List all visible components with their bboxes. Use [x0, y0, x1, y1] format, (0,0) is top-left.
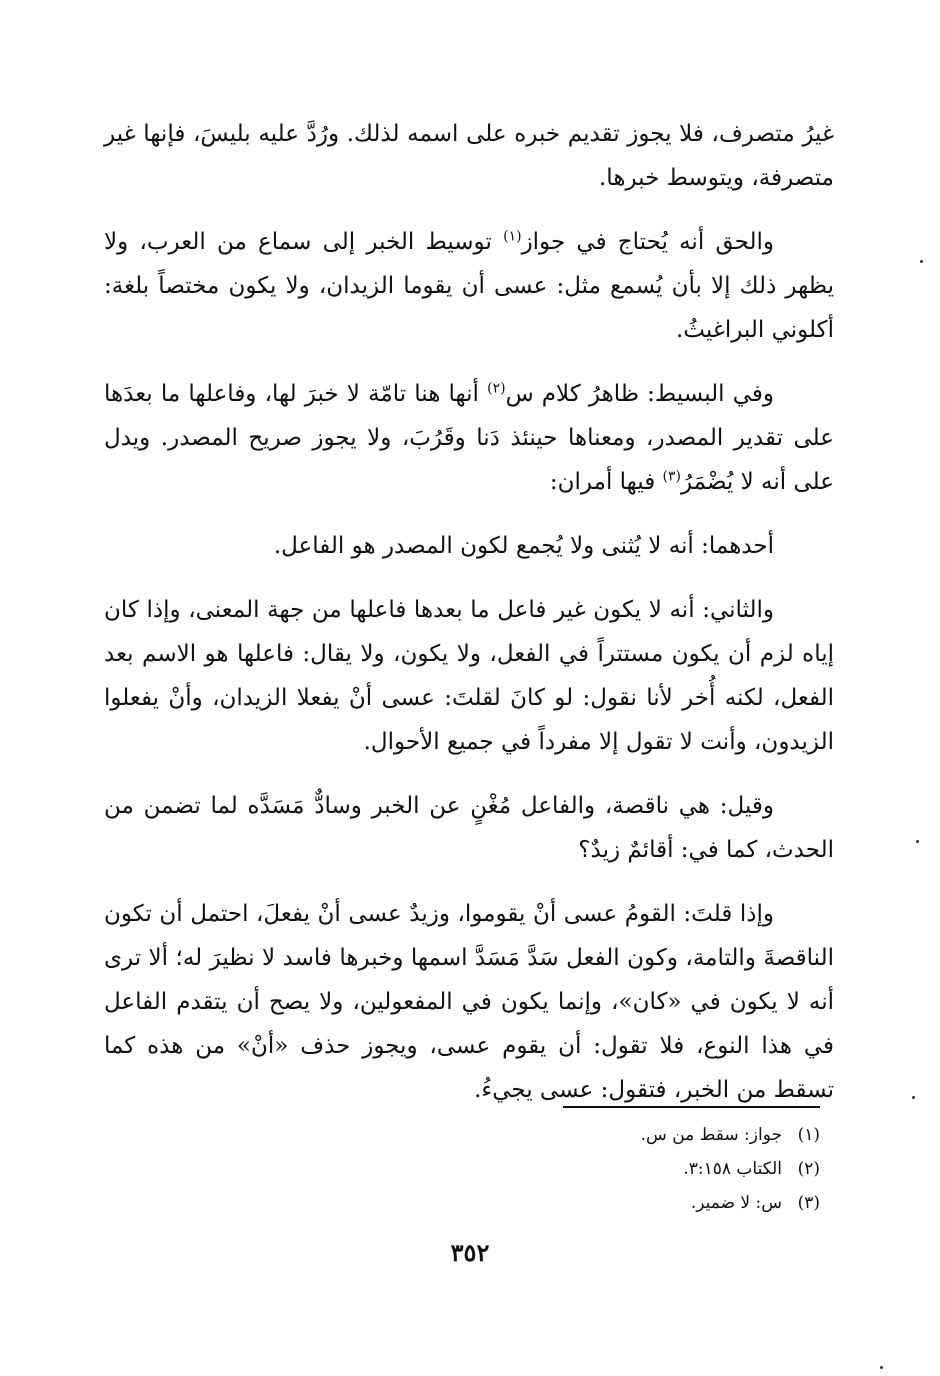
paragraph-2-part-a: والحق أنه يُحتاج في جواز: [521, 229, 774, 255]
footnote-ref-2[interactable]: (٢): [487, 380, 506, 397]
footnote-ref-1[interactable]: (١): [503, 228, 522, 245]
footnote-1-text: جواز: سقط من س.: [640, 1125, 782, 1145]
footnote-2-number: (٢): [797, 1159, 820, 1179]
paragraph-4: أحدهما: أنه لا يُثنى ولا يُجمع لكون المصدر هو الفاعل.: [273, 533, 774, 559]
paragraph-2: [104, 220, 834, 352]
main-text: [104, 112, 834, 1112]
footnote-1-number: (١): [797, 1125, 820, 1145]
scan-speck: [920, 260, 923, 263]
footnote-3-text: س: لا ضمير.: [690, 1193, 782, 1213]
paragraph-3: [104, 372, 834, 504]
paragraph-5: والثاني: أنه لا يكون غير فاعل ما بعدها فاعلها من جهة المعنى، وإذا كان إياه لزم أن يكون مستتراً في الفعل، ولا يكون، ولا يقال: فاعلها هو الاسم بعد الفعل، لكنه أُخر لأنا نقول: لو كانَ لقلتَ: عسى أنْ يفعلا الزيدان، وأنْ يفعلوا الزيدون، وأنت لا تقول إلا مفرداً في جميع الأحوال.: [104, 597, 834, 755]
scan-speck: [880, 1366, 883, 1369]
footnote-3-number: (٣): [797, 1193, 820, 1213]
paragraph-7: وإذا قلتَ: القومُ عسى أنْ يقوموا، وزيدٌ عسى أنْ يفعلَ، احتمل أن تكون الناقصةَ والتامة، وكون الفعل سَدَّ مَسَدَّ اسمها وخبرها فاسد لا نظيرَ له؛ ألا ترى أنه لا يكون في «كان»، وإنما يكون في المفعولين، ولا يصح أن يتقدم الفاعل في هذا النوع، فلا تقول: أن يقوم عسى، ويجوز حذف «أنْ» من هذه كما تسقط من الخبر، فتقول: عسى يجيءُ.: [104, 901, 834, 1103]
paragraph-3-part-a: وفي البسيط: ظاهرُ كلام س: [505, 381, 774, 407]
page-number: ٣٥٢: [450, 1238, 490, 1267]
footnote-ref-3[interactable]: (٣): [662, 468, 681, 485]
paragraph-2-part-b: توسيط الخبر إلى سماع من العرب، ولا يظهر ذلك إلا بأن يُسمع مثل: عسى أن يقوما الزيدان، ولا يكون مختصاً بلغة: أكلوني البراغيثُ.: [104, 229, 834, 343]
scan-speck: [916, 840, 919, 843]
footnote-separator: [563, 1106, 820, 1108]
footnote-3: [440, 1186, 820, 1220]
footnotes: [440, 1118, 820, 1220]
paragraph-1: غيرُ متصرف، فلا يجوز تقديم خبره على اسمه لذلك. ورُدَّ عليه بليسَ، فإنها غير متصرفة، ويتوسط خبرها.: [104, 121, 834, 191]
footnote-1: [440, 1118, 820, 1152]
paragraph-3-part-b: أنها هنا تامّة لا خبرَ لها، وفاعلها ما بعدَها على تقدير المصدر، ومعناها حينئذ دَنا وقَرُبَ، ولا يجوز صريح المصدر. ويدل على أنه لا يُضْمَرُ: [104, 381, 834, 495]
paragraph-6: وقيل: هي ناقصة، والفاعل مُغْنٍ عن الخبر وسادٌّ مَسَدَّه لما تضمن من الحدث، كما في: أقائمٌ زيدٌ؟: [104, 793, 834, 863]
paragraph-3-part-c: فيها أمران:: [549, 469, 663, 495]
footnote-2: [440, 1152, 820, 1186]
footnote-2-text: الكتاب ٣:١٥٨.: [683, 1159, 782, 1179]
scan-speck: [912, 1096, 915, 1099]
